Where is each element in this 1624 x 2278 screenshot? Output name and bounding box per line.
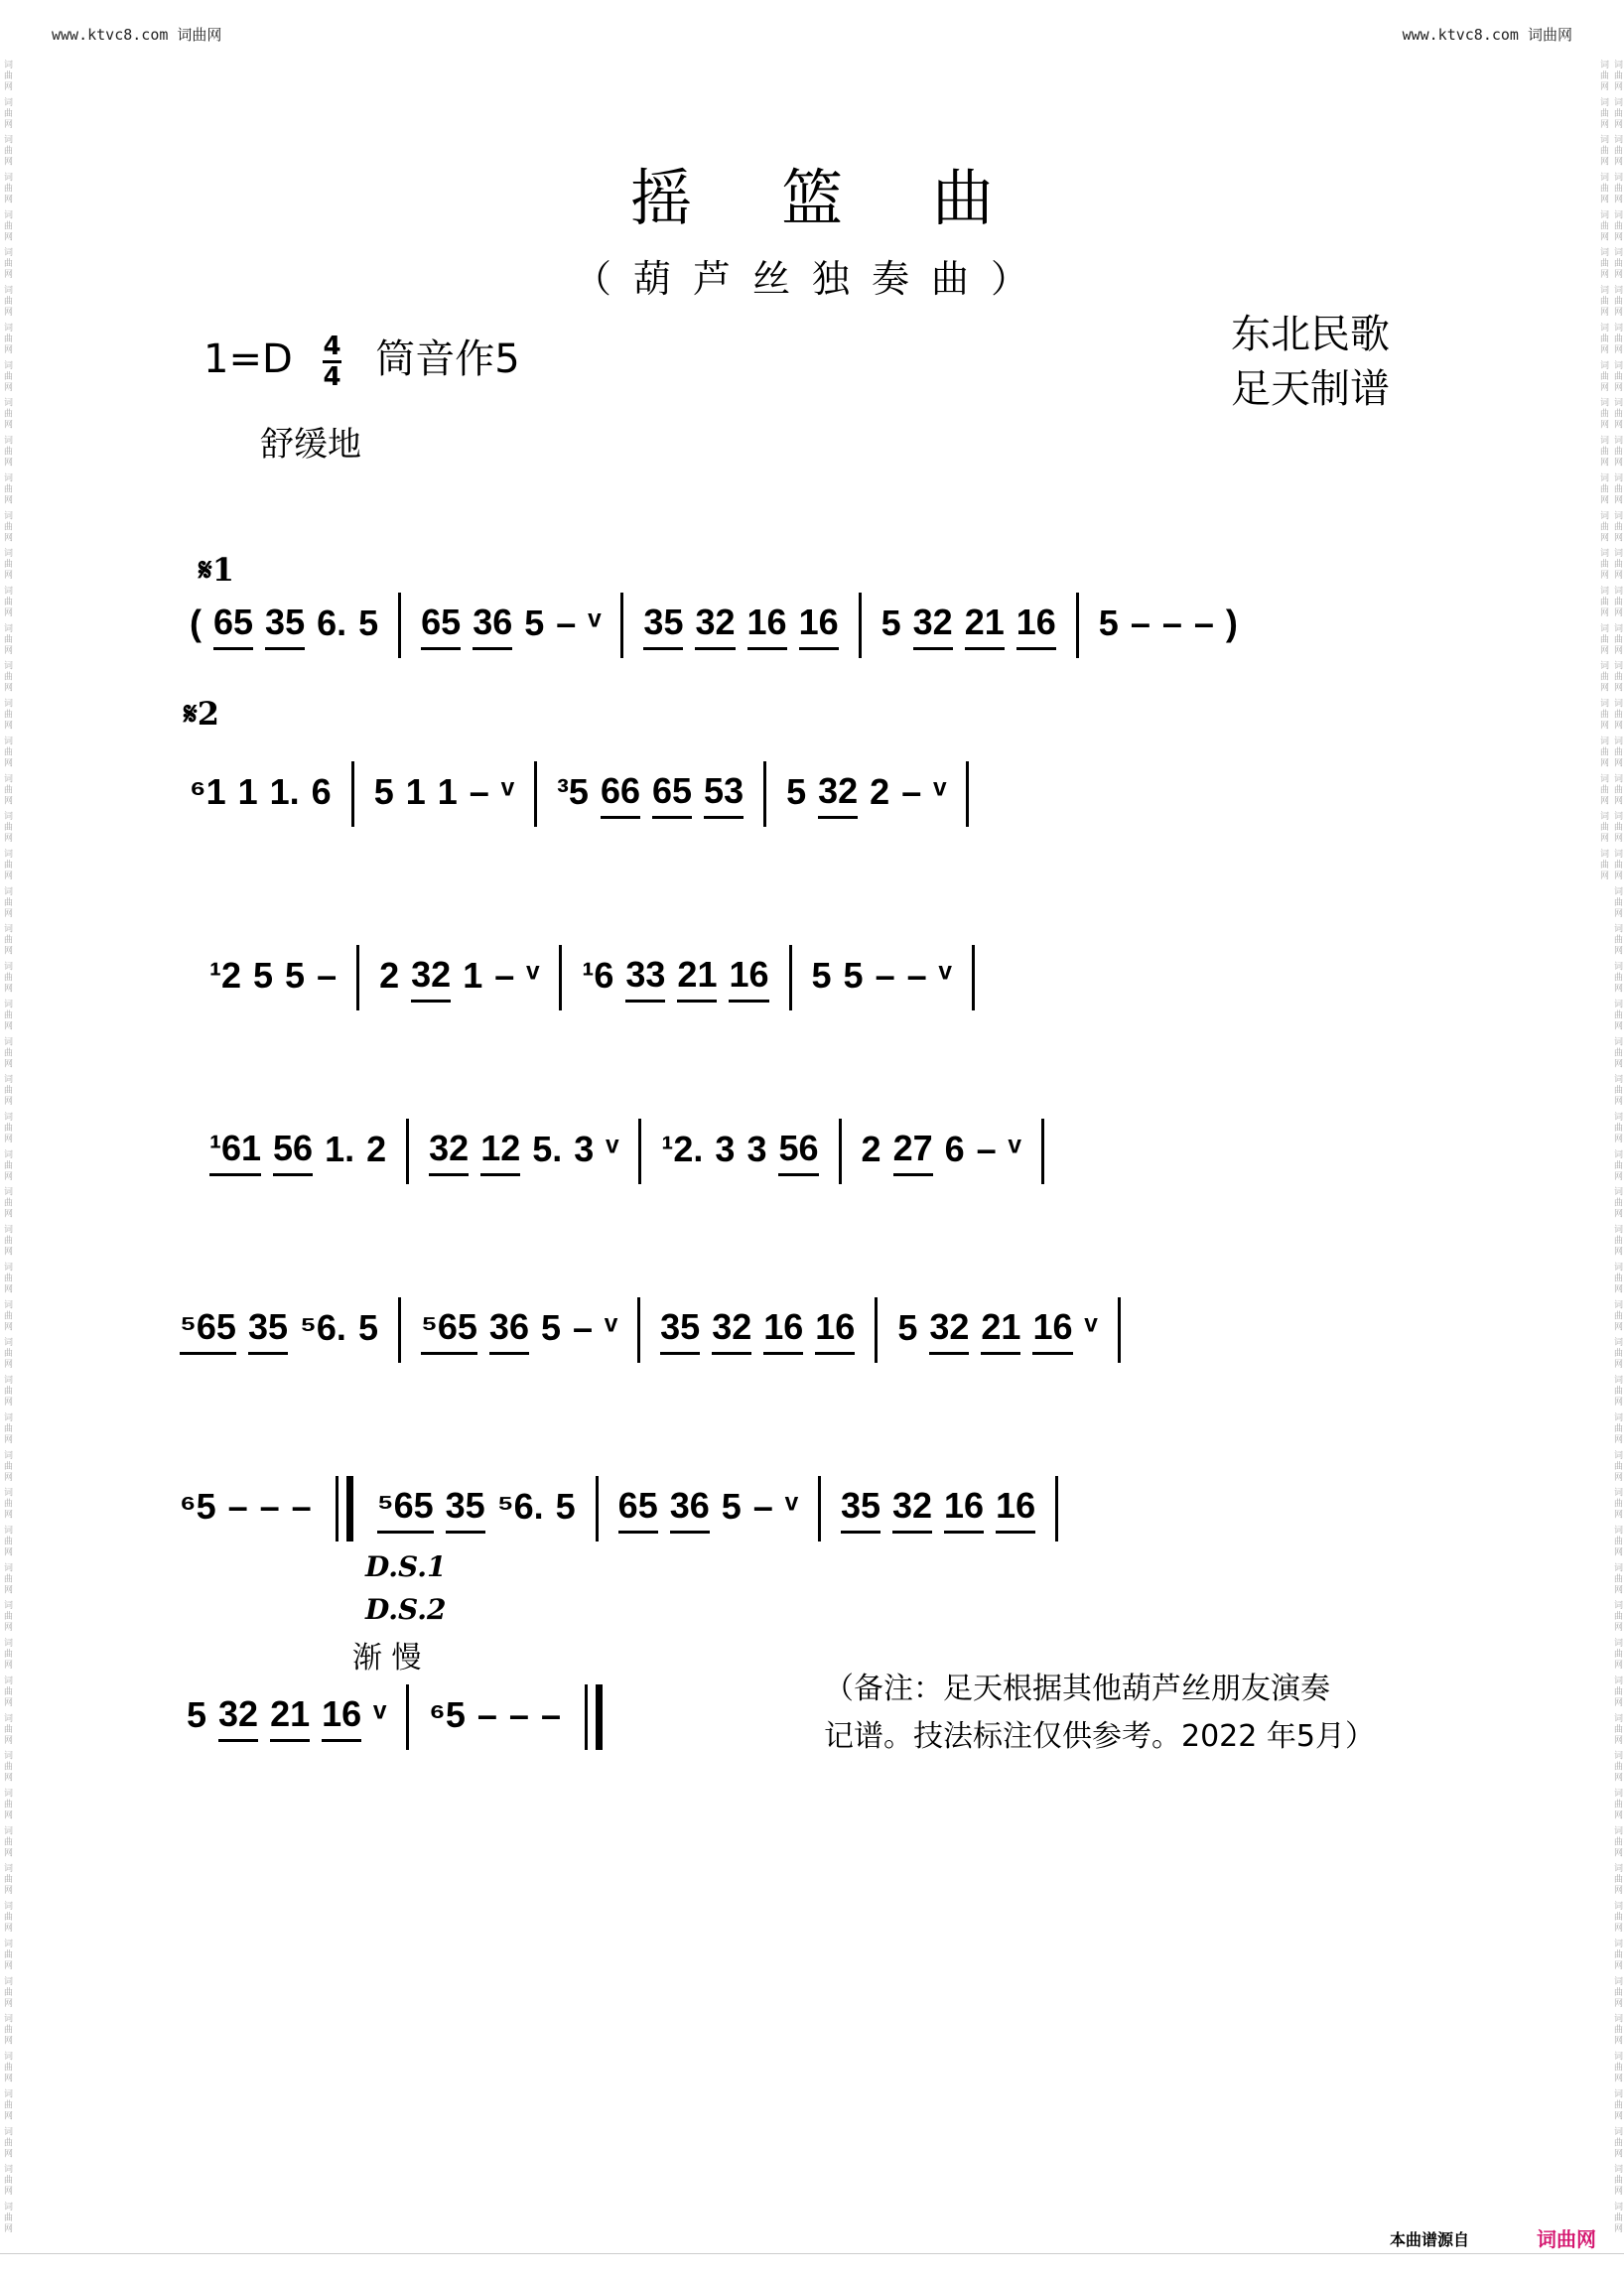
barline [966,761,969,827]
slowing-mark: 渐 慢 [352,1641,422,1675]
footnote-line-1: （备注：足天根据其他葫芦丝朋友演奏 [824,1672,1330,1706]
note: 1 [237,771,258,812]
note: 36 [489,1306,529,1355]
note: 1. [269,771,300,812]
site-header-left: www.ktvc8.com 词曲网 [52,26,222,44]
key-text: 1=D [203,336,293,382]
footnote-line-2: 记谱。技法标注仅供参考。2022 年5月） [824,1719,1375,1754]
note: 2 [379,955,400,996]
score-row-notes [203,1122,1058,1181]
footer-rule [0,2253,1624,2254]
breath-mark: ᵛ [500,771,514,812]
note: 5 [897,1307,918,1348]
note: 6 [311,771,332,812]
segno-2: 𝄋2 [184,695,220,733]
barline [638,1119,641,1184]
credits [1231,308,1390,417]
breath-mark: ᵛ [526,955,540,996]
note: 35 [643,602,683,650]
note: 56 [273,1128,313,1176]
note: 65 [213,602,253,650]
note: 32 [818,770,858,819]
barline [398,1297,401,1363]
barline [637,1297,640,1363]
note: 16 [815,1306,855,1355]
note: 5 [880,603,901,643]
credit-arranger: 足天制谱 [1231,366,1390,412]
note: 2 [861,1129,881,1169]
breath-mark: ᵛ [1084,1307,1098,1348]
score-row-notes [184,764,983,824]
note: 32 [929,1306,969,1355]
breath-mark: ᵛ [588,603,602,643]
note: 32 [411,954,451,1003]
barline [406,1684,409,1750]
note: 36 [670,1485,710,1534]
note: – [259,1486,280,1527]
note: 66 [601,770,640,819]
barline [559,945,562,1010]
edge-watermark-right: 词曲网 词曲网 词曲网 词曲网 词曲网 词曲网 词曲网 词曲网 词曲网 词曲网 词曲网 词曲网 词曲网 词曲网 词曲网 词曲网 词曲网 词曲网 词曲网 词曲网 词曲网 词曲网 词曲网 词曲网 词曲网 词曲网 词曲网 词曲网 词曲网 词曲网 词曲网 词曲网 词曲网 词曲网 词曲网 词曲网 词曲网 词曲网 词曲网 词曲网 词曲网 词曲网 词曲网 词曲网 词曲网 词曲网 词曲网 词曲网 词曲网 词曲网 词曲网 词曲网 词曲网 词曲网 词曲网 词曲网 词曲网 词曲网 词曲网 词曲网 词曲网 词曲网 词曲网 词曲网 词曲网 词曲网 词曲网 词曲网 词曲网 词曲网 词曲网 词曲网 词曲网 词曲网 词曲网 词曲网 词曲网 词曲网 词曲网 词曲网 [1598,60,1622,2235]
note: 5 [786,771,807,812]
edge-watermark-left: 词曲网 词曲网 词曲网 词曲网 词曲网 词曲网 词曲网 词曲网 词曲网 词曲网 词曲网 词曲网 词曲网 词曲网 词曲网 词曲网 词曲网 词曲网 词曲网 词曲网 词曲网 词曲网 词曲网 词曲网 词曲网 词曲网 词曲网 词曲网 词曲网 词曲网 词曲网 词曲网 词曲网 词曲网 词曲网 词曲网 词曲网 词曲网 词曲网 词曲网 词曲网 词曲网 词曲网 词曲网 词曲网 词曲网 词曲网 词曲网 词曲网 词曲网 词曲网 词曲网 词曲网 词曲网 词曲网 词曲网 词曲网 词曲网 [2,60,12,2235]
key-signature-line [203,328,520,391]
note: 35 [265,602,305,650]
note: 5 [187,1694,207,1735]
score-row-notes [174,1479,1072,1539]
note: 2 [366,1129,387,1169]
note: – [508,1694,529,1735]
note: 5 [253,955,274,996]
note: ⁶5 [429,1694,466,1735]
breath-mark: ᵛ [605,1307,618,1348]
note: 35 [660,1306,700,1355]
footnote [824,1666,1439,1761]
note: – [1130,603,1150,643]
time-bottom: 4 [323,361,341,392]
note: 16 [996,1485,1035,1534]
note: ³5 [556,771,589,812]
barline [620,593,623,658]
note: – [875,955,895,996]
note: 21 [677,954,717,1003]
note: 5 [358,603,379,643]
note: ⁶5 [180,1486,216,1527]
barline [1055,1476,1058,1541]
note: 5 [811,955,832,996]
breath-mark: ᵛ [784,1486,798,1527]
note: 5 [721,1486,742,1527]
note: – [906,955,927,996]
note: ⁵65 [377,1485,434,1534]
note: 16 [944,1485,984,1534]
source-label: 本曲谱源自 [1390,2230,1470,2249]
note: ¹61 [209,1128,261,1176]
note: – [227,1486,248,1527]
source-brand-link[interactable]: 词曲网 [1537,2227,1596,2251]
barline [875,1297,878,1363]
note: – [901,771,922,812]
note: 33 [625,954,665,1003]
segno-1: 𝄋1 [199,551,235,589]
note: ⁶1 [190,771,226,812]
barline [763,761,766,827]
note: 12 [480,1128,520,1176]
note: 65 [421,602,461,650]
range-text: 筒音作5 [375,336,520,382]
barline [839,1119,842,1184]
note: 5 [373,771,394,812]
barline [534,761,537,827]
note: 16 [1016,602,1056,650]
note: – [752,1486,773,1527]
note: – [494,955,515,996]
final-barline [585,1684,603,1750]
note: ⁵6. [496,1486,544,1527]
note: 5 [357,1307,378,1348]
breath-mark: ᵛ [938,955,952,996]
ds-2: D.S.2 [365,1593,447,1626]
note: – [1193,603,1214,643]
barline [818,1476,821,1541]
note: 21 [965,602,1005,650]
note: – [540,1694,561,1735]
note: ) [1225,603,1238,643]
note: 16 [729,954,768,1003]
note: – [573,1307,594,1348]
note: 56 [778,1128,818,1176]
note: 36 [473,602,512,650]
song-subtitle: （葫芦丝独奏曲） [573,257,1050,301]
note: 27 [893,1128,933,1176]
breath-mark: ᵛ [606,1129,619,1169]
final-barline [336,1476,353,1541]
note: – [556,603,577,643]
note: 32 [892,1485,932,1534]
note: – [469,771,489,812]
note: 16 [799,602,839,650]
score-row-notes [203,948,989,1007]
note: 65 [652,770,692,819]
note: ⁵6. [300,1307,346,1348]
note: 21 [981,1306,1020,1355]
note: ¹2 [209,955,242,996]
score-row-notes [174,1300,1135,1360]
note: – [291,1486,312,1527]
score-row-notes [181,1687,620,1747]
note: – [1161,603,1182,643]
note: 16 [1032,1306,1072,1355]
barline [356,945,359,1010]
note: ( [190,603,202,643]
note: 1 [437,771,458,812]
note: 5 [1098,603,1119,643]
note: 32 [913,602,953,650]
barline [972,945,975,1010]
time-top: 4 [323,331,341,361]
barline [351,761,354,827]
note: 32 [218,1693,258,1742]
barline [1118,1297,1121,1363]
note: 35 [841,1485,880,1534]
note: ¹2. [661,1129,704,1169]
note: 35 [446,1485,485,1534]
note: 21 [270,1693,310,1742]
note: ⁵65 [180,1306,236,1355]
site-header-right: www.ktvc8.com 词曲网 [1402,26,1572,44]
note: 5 [555,1486,576,1527]
note: 16 [747,602,787,650]
barline [789,945,792,1010]
barline [596,1476,599,1541]
note: 32 [695,602,735,650]
barline [1041,1119,1044,1184]
note: 5 [540,1307,561,1348]
note: 32 [429,1128,469,1176]
breath-mark: ᵛ [933,771,947,812]
note: 1. [325,1129,355,1169]
breath-mark: ᵛ [1008,1129,1021,1169]
note: 16 [763,1306,803,1355]
note: ¹6 [582,955,614,996]
note: – [976,1129,997,1169]
note: 2 [870,771,890,812]
time-signature [323,333,340,391]
tempo-mark: 舒缓地 [260,425,361,465]
barline [1076,593,1079,658]
note: 3 [746,1129,767,1169]
barline [859,593,862,658]
barline [406,1119,409,1184]
credit-origin: 东北民歌 [1231,312,1390,357]
score-row-notes [184,596,1244,655]
note: 5. [532,1129,563,1169]
note: 6 [944,1129,965,1169]
note: 6. [317,603,347,643]
note: 1 [463,955,483,996]
note: 65 [618,1485,658,1534]
note: – [317,955,338,996]
note: 32 [712,1306,751,1355]
ds-1: D.S.1 [365,1550,447,1583]
note: 3 [715,1129,736,1169]
note: 35 [248,1306,288,1355]
breath-mark: ᵛ [373,1694,387,1735]
note: 5 [285,955,306,996]
note: 3 [574,1129,595,1169]
note: 16 [322,1693,361,1742]
barline [398,593,401,658]
song-title: 摇篮曲 [629,162,1083,234]
note: ⁵65 [421,1306,477,1355]
note: 1 [405,771,426,812]
note: 5 [524,603,545,643]
note: 53 [704,770,744,819]
note: – [476,1694,497,1735]
note: 5 [843,955,864,996]
